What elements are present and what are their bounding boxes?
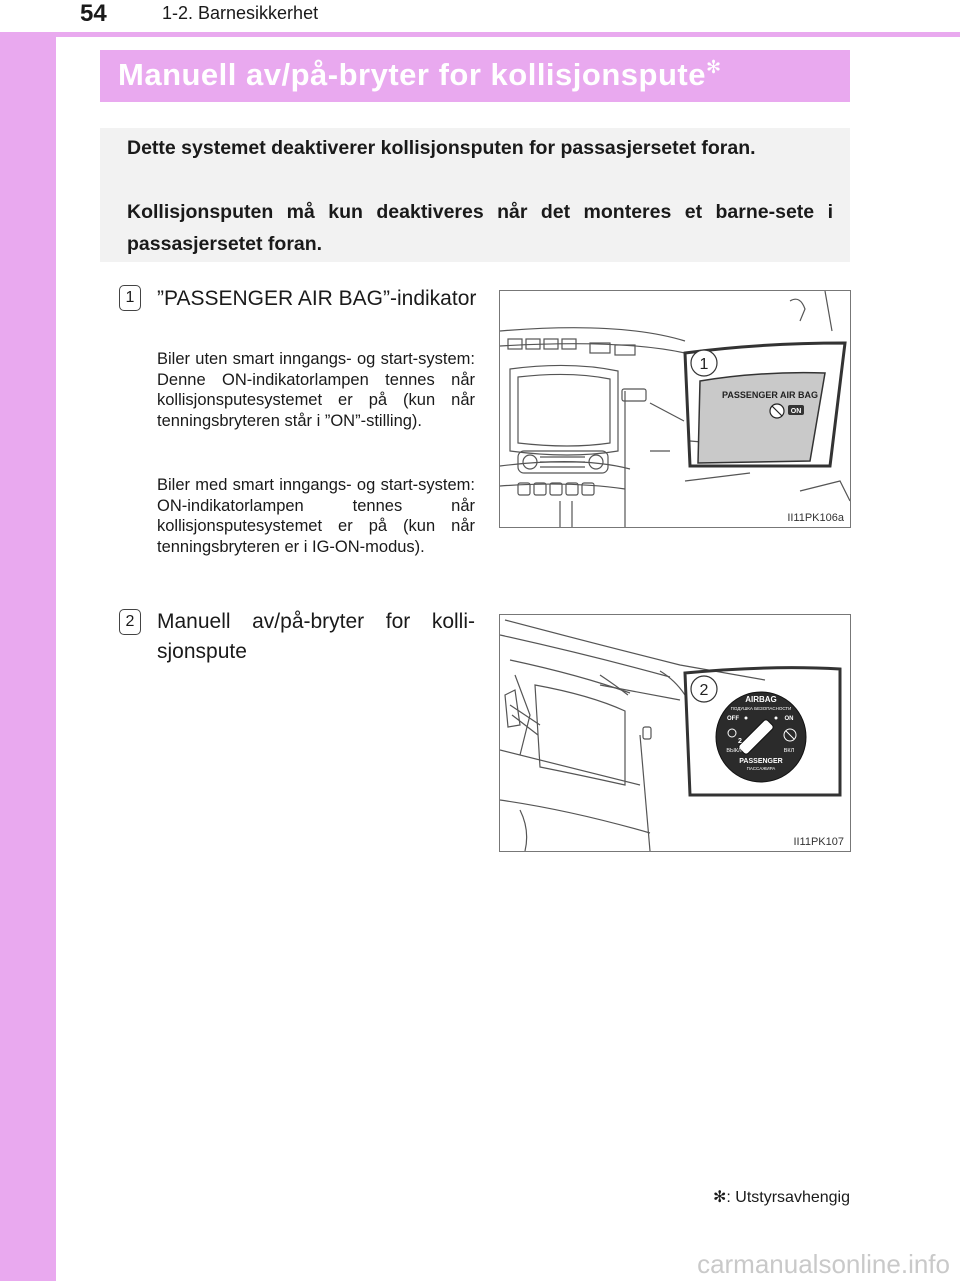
switch-passenger-ru-text: ПАССАЖИРА bbox=[746, 766, 776, 771]
item-number-badge: 1 bbox=[119, 285, 141, 311]
switch-airbag-ru-text: ПОДУШКА БЕЗОПАСНОСТИ bbox=[730, 706, 792, 711]
figure-airbag-switch bbox=[499, 614, 851, 852]
figure-dashboard-indicator bbox=[499, 290, 851, 528]
indicator-on-text: ON bbox=[790, 408, 802, 415]
panel-label-text: PASSENGER AIR BAG bbox=[722, 390, 819, 400]
side-tab-strip bbox=[0, 0, 56, 1281]
item-number-badge: 2 bbox=[119, 609, 141, 635]
figure-code: II11PK106a bbox=[787, 512, 844, 524]
intro-paragraph: Kollisjonsputen må kun deaktiveres når det monteres et barne-sete i passasjersetet foran. bbox=[127, 201, 833, 255]
glovebox-illustration bbox=[500, 615, 850, 851]
section-title-text: Manuell av/på-bryter for kollisjonspute bbox=[118, 57, 706, 92]
item-body: Biler uten smart inngangs- og start-system: Denne ON-indikatorlampen tennes når kollisjonsputesystemet er på (kun når tenningsbryteren står i ”ON”-stilling). bbox=[157, 350, 475, 430]
section-title-bar bbox=[100, 50, 850, 102]
optional-equipment-marker: ✻ bbox=[705, 57, 722, 77]
footnote-text: : Utstyrsavhengig bbox=[726, 1189, 850, 1206]
watermark: carmanualsonline.info bbox=[697, 1249, 950, 1279]
page-number: 54 bbox=[80, 0, 107, 27]
item-body: Biler med smart inngangs- og start-system: ON-indikatorlampen tennes når kollisjonsputesystemet er på (kun når tenningsbryteren er i IG-ON-modus). bbox=[157, 476, 475, 556]
figure-code: II11PK107 bbox=[793, 836, 844, 848]
switch-on-text: ON bbox=[784, 716, 794, 722]
footnote bbox=[713, 1187, 850, 1207]
intro-paragraph: Dette systemet deaktiverer kollisjonsputen for passasjersetet foran. bbox=[127, 137, 756, 159]
footnote-symbol: ✻ bbox=[712, 1189, 727, 1206]
intro-box bbox=[100, 128, 850, 262]
callout-number: 1 bbox=[699, 356, 709, 373]
switch-off-ru-text: ВЫКЛ bbox=[726, 748, 742, 754]
switch-off-text: OFF bbox=[727, 716, 739, 722]
item-heading: ”PASSENGER AIR BAG”-indikator bbox=[157, 287, 477, 310]
section-title bbox=[118, 57, 722, 93]
switch-icon-digit: 2 bbox=[738, 738, 742, 745]
running-head: 1-2. Barnesikkerhet bbox=[162, 3, 319, 23]
header-rule bbox=[0, 32, 960, 37]
switch-passenger-text: PASSENGER bbox=[739, 758, 783, 765]
header-band bbox=[0, 0, 960, 36]
item-heading: Manuell av/på-bryter for kolli-sjonspute bbox=[157, 610, 475, 663]
dashboard-illustration bbox=[500, 291, 850, 527]
callout-number: 2 bbox=[699, 682, 709, 699]
switch-on-ru-text: ВКЛ bbox=[783, 748, 795, 754]
switch-airbag-text: AIRBAG bbox=[745, 695, 777, 704]
